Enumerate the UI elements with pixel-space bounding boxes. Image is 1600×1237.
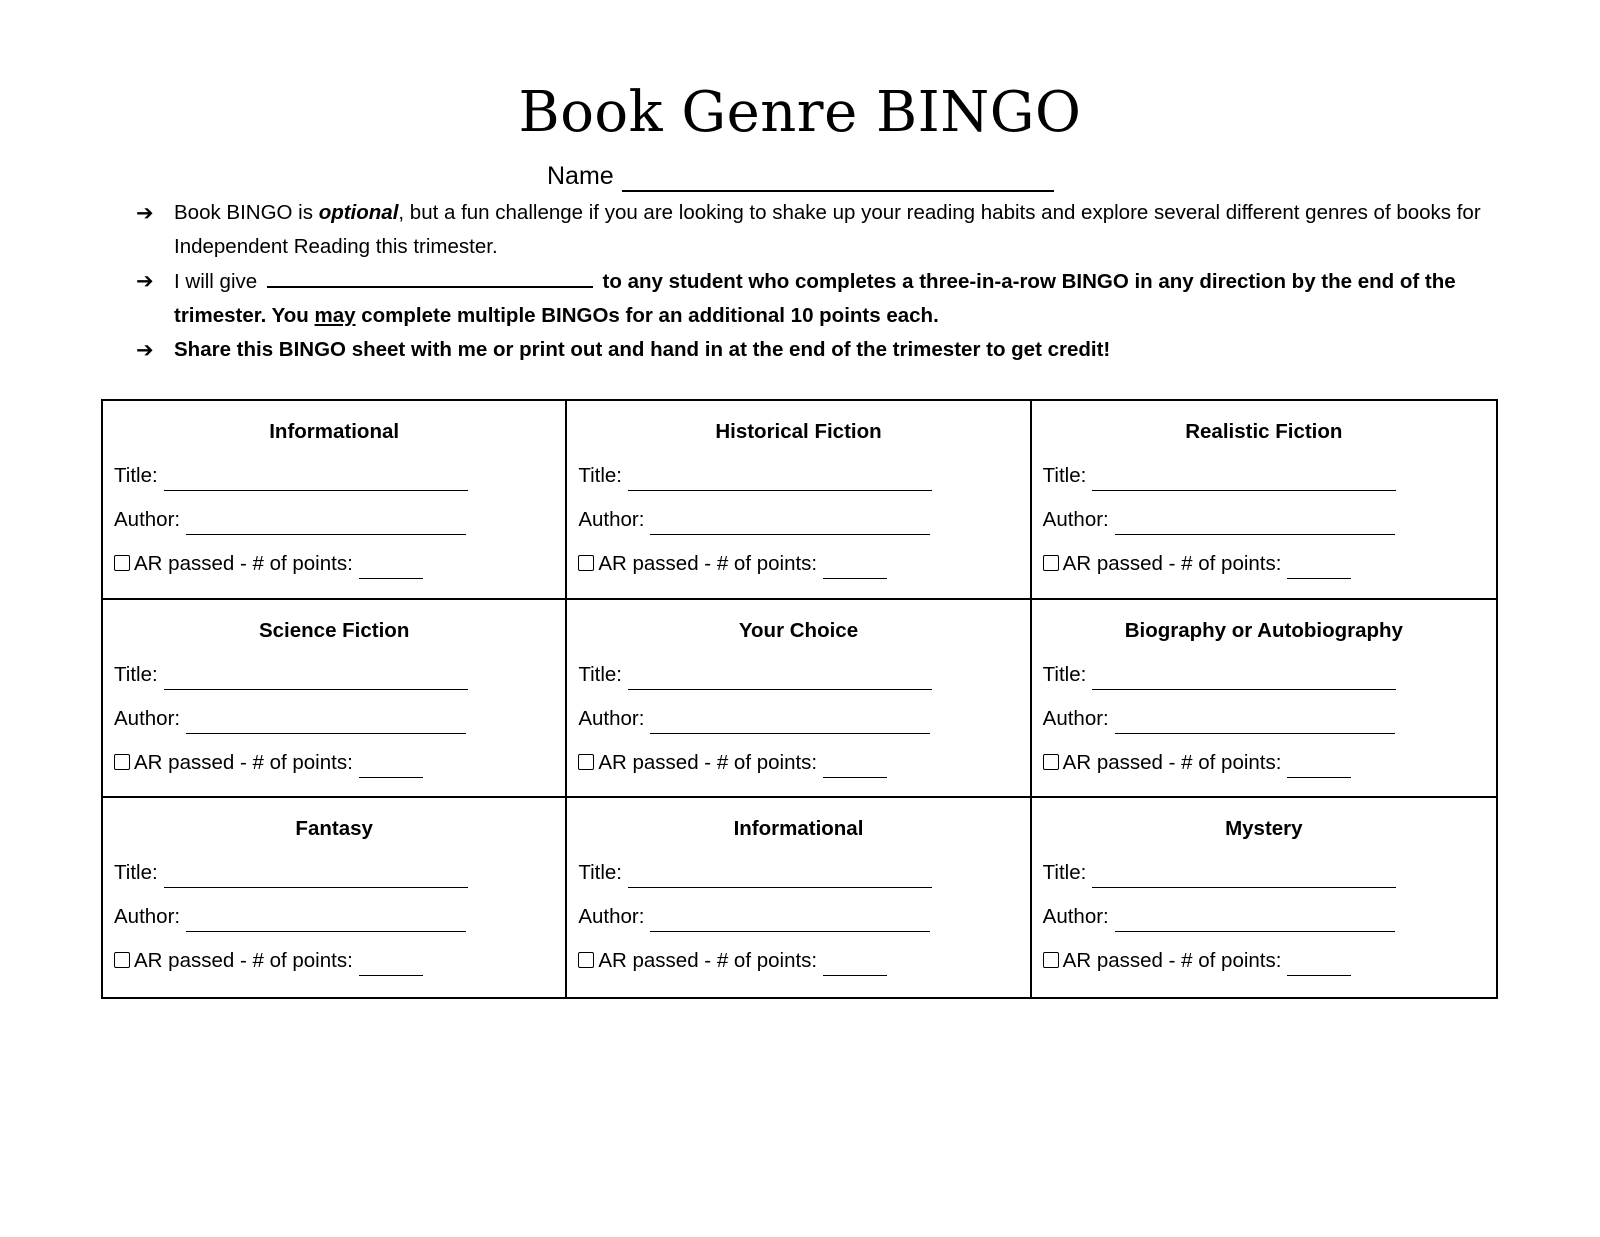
title-row (114, 660, 554, 690)
instruction-1-emphasis: optional (318, 201, 399, 224)
ar-label: AR passed - # of points: (598, 552, 818, 575)
author-row (1043, 704, 1485, 734)
author-row (114, 704, 554, 734)
instruction-1-text-a: Book BINGO is (174, 201, 319, 224)
author-row (578, 505, 1018, 535)
title-label: Title: (114, 861, 158, 885)
ar-row (114, 549, 554, 579)
name-row (547, 160, 1054, 192)
author-label: Author: (114, 508, 181, 531)
bingo-cell (567, 401, 1031, 600)
author-label: Author: (114, 905, 181, 929)
author-row (578, 902, 1018, 932)
ar-passed-checkbox[interactable] (1043, 754, 1059, 770)
reward-blank[interactable] (267, 264, 593, 288)
points-field[interactable] (823, 753, 887, 778)
ar-row (1043, 946, 1485, 976)
instruction-2-text-c: complete multiple BINGOs for an additional 10 points each. (355, 304, 939, 327)
ar-passed-checkbox[interactable] (1043, 952, 1059, 968)
arrow-icon: ➔ (136, 269, 154, 293)
genre-heading: Informational (733, 817, 864, 841)
points-field[interactable] (823, 554, 887, 579)
title-field[interactable] (1092, 863, 1396, 888)
ar-passed-checkbox[interactable] (114, 754, 130, 770)
instruction-3 (136, 333, 1506, 367)
author-field[interactable] (1115, 709, 1395, 734)
author-label: Author: (578, 508, 645, 531)
title-field[interactable] (1092, 466, 1396, 491)
ar-row (1043, 748, 1485, 778)
ar-label: AR passed - # of points: (134, 949, 353, 973)
ar-passed-checkbox[interactable] (578, 754, 594, 770)
genre-heading: Mystery (1225, 817, 1303, 841)
ar-label: AR passed - # of points: (134, 750, 353, 774)
ar-passed-checkbox[interactable] (578, 555, 594, 571)
title-row (578, 660, 1018, 690)
ar-passed-checkbox[interactable] (578, 952, 594, 968)
author-label: Author: (1042, 706, 1109, 730)
title-row (1043, 660, 1485, 690)
title-field[interactable] (164, 863, 468, 888)
bingo-cell (1032, 798, 1496, 997)
author-field[interactable] (1115, 510, 1395, 535)
genre-heading: Science Fiction (258, 618, 410, 642)
ar-passed-checkbox[interactable] (114, 555, 130, 571)
title-label: Title: (1042, 464, 1087, 487)
author-field[interactable] (650, 907, 930, 932)
genre-heading: Fantasy (295, 817, 373, 841)
author-label: Author: (114, 706, 181, 730)
instruction-2-text-b: to any student who completes a three-in-a-row BINGO in any direction by the end of the trimester. You (174, 270, 1456, 327)
instruction-2-text-a: I will give (174, 270, 263, 293)
title-row (1043, 858, 1485, 888)
author-row (114, 902, 554, 932)
title-label: Title: (1042, 861, 1087, 885)
instruction-2 (136, 264, 1506, 333)
ar-label: AR passed - # of points: (598, 949, 818, 973)
author-row (1043, 902, 1485, 932)
genre-heading: Your Choice (738, 618, 859, 642)
title-row (578, 858, 1018, 888)
bingo-cell (103, 600, 567, 799)
ar-row (1043, 549, 1485, 579)
author-label: Author: (1042, 508, 1109, 531)
bingo-cell (1032, 600, 1496, 799)
ar-row (578, 946, 1018, 976)
instruction-3-text: Share this BINGO sheet with me or print out and hand in at the end of the trimester to get credit! (174, 338, 1111, 361)
author-field[interactable] (186, 709, 466, 734)
author-field[interactable] (650, 510, 930, 535)
title-field[interactable] (164, 466, 468, 491)
author-row (1043, 505, 1485, 535)
bingo-grid (101, 399, 1498, 999)
author-label: Author: (1042, 905, 1109, 929)
author-field[interactable] (650, 709, 930, 734)
bingo-cell (103, 798, 567, 997)
title-field[interactable] (628, 665, 932, 690)
instructions (136, 196, 1506, 367)
instruction-1-text-b: , but a fun challenge if you are looking to shake up your reading habits and explore several different genres of books for Independent Reading this trimester. (174, 201, 1481, 258)
ar-label: AR passed - # of points: (134, 552, 353, 575)
title-field[interactable] (1092, 665, 1396, 690)
title-label: Title: (1042, 662, 1087, 686)
author-field[interactable] (186, 510, 466, 535)
author-label: Author: (578, 905, 645, 929)
title-label: Title: (114, 464, 158, 487)
author-field[interactable] (1115, 907, 1395, 932)
author-row (578, 704, 1018, 734)
name-field[interactable] (622, 164, 1054, 192)
ar-row (114, 748, 554, 778)
bingo-cell (567, 798, 1031, 997)
title-row (114, 461, 554, 491)
author-field[interactable] (186, 907, 466, 932)
title-field[interactable] (628, 863, 932, 888)
arrow-icon: ➔ (136, 201, 154, 225)
title-row (578, 461, 1018, 491)
bingo-cell (1032, 401, 1496, 600)
title-field[interactable] (164, 665, 468, 690)
title-label: Title: (578, 464, 622, 487)
points-field[interactable] (359, 753, 423, 778)
author-row (114, 505, 554, 535)
author-label: Author: (578, 706, 645, 730)
points-field[interactable] (823, 951, 887, 976)
ar-passed-checkbox[interactable] (114, 952, 130, 968)
ar-label: AR passed - # of points: (598, 750, 818, 774)
ar-row (114, 946, 554, 976)
title-label: Title: (114, 662, 158, 686)
arrow-icon: ➔ (136, 338, 154, 362)
title-row (1043, 461, 1485, 491)
points-field[interactable] (1287, 951, 1351, 976)
genre-heading: Realistic Fiction (1185, 420, 1343, 443)
points-field[interactable] (1287, 753, 1351, 778)
page-title: Book Genre BINGO (518, 80, 1082, 145)
name-label: Name (547, 162, 614, 190)
title-label: Title: (578, 861, 622, 885)
ar-passed-checkbox[interactable] (1043, 555, 1059, 571)
genre-heading: Informational (269, 420, 400, 443)
ar-label: AR passed - # of points: (1062, 949, 1282, 973)
instruction-1 (136, 196, 1506, 264)
ar-label: AR passed - # of points: (1062, 552, 1282, 575)
genre-heading: Historical Fiction (715, 420, 882, 443)
points-field[interactable] (359, 554, 423, 579)
points-field[interactable] (359, 951, 423, 976)
instruction-2-underline: may (314, 304, 356, 327)
title-row (114, 858, 554, 888)
title-field[interactable] (628, 466, 932, 491)
genre-heading: Biography or Autobiography (1124, 618, 1403, 642)
ar-row (578, 549, 1018, 579)
title-label: Title: (578, 662, 622, 686)
ar-row (578, 748, 1018, 778)
bingo-cell (567, 600, 1031, 799)
ar-label: AR passed - # of points: (1062, 750, 1282, 774)
bingo-cell (103, 401, 567, 600)
points-field[interactable] (1287, 554, 1351, 579)
